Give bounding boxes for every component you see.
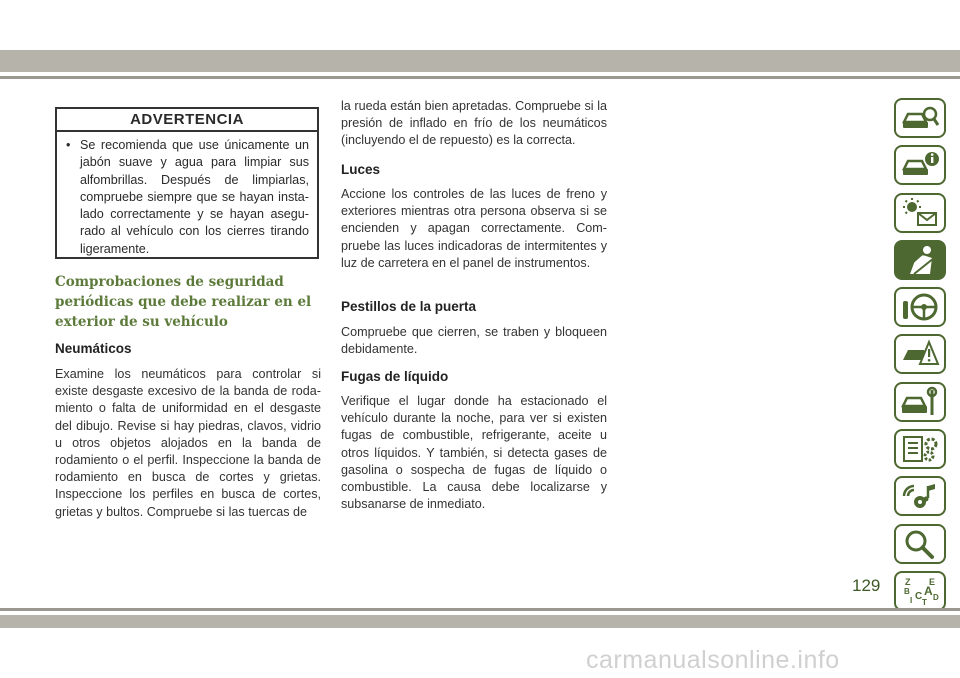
paragraph-door-latches: Compruebe que cierren, se traben y bloqueen debidamente. [341,325,607,357]
car-hazard-icon [900,338,940,370]
warning-lights-icon [900,197,940,229]
index-letter: Z [905,576,911,587]
steering-wheel-icon [900,291,940,323]
tab-car-info[interactable] [894,145,946,185]
subheading-lights: Luces [341,162,381,177]
tab-car-wrench[interactable] [894,382,946,422]
chapter-tabs [894,98,948,618]
footer-rule [0,608,960,611]
tab-car-search[interactable] [894,98,946,138]
tab-safety[interactable] [894,240,946,280]
section-heading: Comprobaciones de seguridad periódicas que debe realizar en el exterior de su vehículo [55,274,312,330]
footer-band [0,615,960,628]
tab-search[interactable] [894,524,946,564]
tab-steering-wheel[interactable] [894,287,946,327]
paragraph-tires: Examine los neumáticos para controlar si existe desgaste excesivo de la banda de rodamiento o falta de uniformidad en el desgaste del dibujo. Revise si hay piedras, clavos, vidrio u otros objetos alojados en la banda de rodamiento o el perfil. Inspeccione la banda de rodamiento en busca de cortes y grietas. Inspeccione los perfiles en busca de cortes, grietas y bultos. Compruebe si las tuercas de [55,367,321,519]
paragraph-tires-continued: la rueda están bien apretadas. Compruebe si la presión de inflado en frío de los neumáticos (incluyendo el de repuesto) es la correcta. [341,99,607,148]
car-search-icon [900,102,940,134]
subheading-fluid-leaks: Fugas de líquido [341,369,449,384]
paragraph-lights: Accione los controles de las luces de freno y exteriores mientras otra persona observa si se encienden y apagan correctamente. Compruebe las luces indicadoras de intermitentes y luz de carretera en el panel de instrumentos. [341,187,607,270]
tab-warning-lights[interactable] [894,193,946,233]
magnifier-icon [900,528,940,560]
tab-specifications[interactable] [894,429,946,469]
index-letter: E [929,576,936,587]
tab-car-hazard[interactable] [894,334,946,374]
warning-body [57,132,317,258]
index-letter: B [904,586,910,596]
watermark: carmanualsonline.info [586,646,840,674]
car-info-icon [900,149,940,181]
header-band [0,50,960,72]
index-letter: I [910,595,913,605]
index-letter: T [922,597,927,607]
warning-box [55,107,319,259]
header-rule [0,76,960,79]
warning-title: ADVERTENCIA [57,109,317,132]
warning-text: Se recomienda que use únicamente un jabón suave y agua para limpiar sus alfombrillas. Después de limpiarlas, compruebe siempre que se hayan instalado correctamente y se hayan asegurado al vehículo con los cierres tirando ligeramente. [80,138,309,256]
multimedia-icon [900,480,940,512]
index-letter: A [924,583,933,598]
page-number: 129 [852,576,881,595]
paragraph-fluid-leaks: Verifique el lugar donde ha estacionado el vehículo durante la noche, para ver si existen fugas de combustible, refrigerante, aceite u otros líquidos. Y también, si detecta gases de gasolina o sospecha de fugas de líquido o combustible. La causa debe localizarse y subsanarse de inmediato. [341,394,607,512]
index-letters-icon [900,575,940,607]
subheading-tires: Neumáticos [55,341,132,356]
index-letter: D [933,592,939,602]
subheading-door-latches: Pestillos de la puerta [341,299,477,314]
index-letter: C [915,590,923,602]
car-wrench-icon [900,386,940,418]
tab-index[interactable] [894,571,946,611]
bullet: • [66,138,71,152]
tab-multimedia[interactable] [894,476,946,516]
safety-seatbelt-icon [900,244,940,276]
spec-gears-icon [900,433,940,465]
